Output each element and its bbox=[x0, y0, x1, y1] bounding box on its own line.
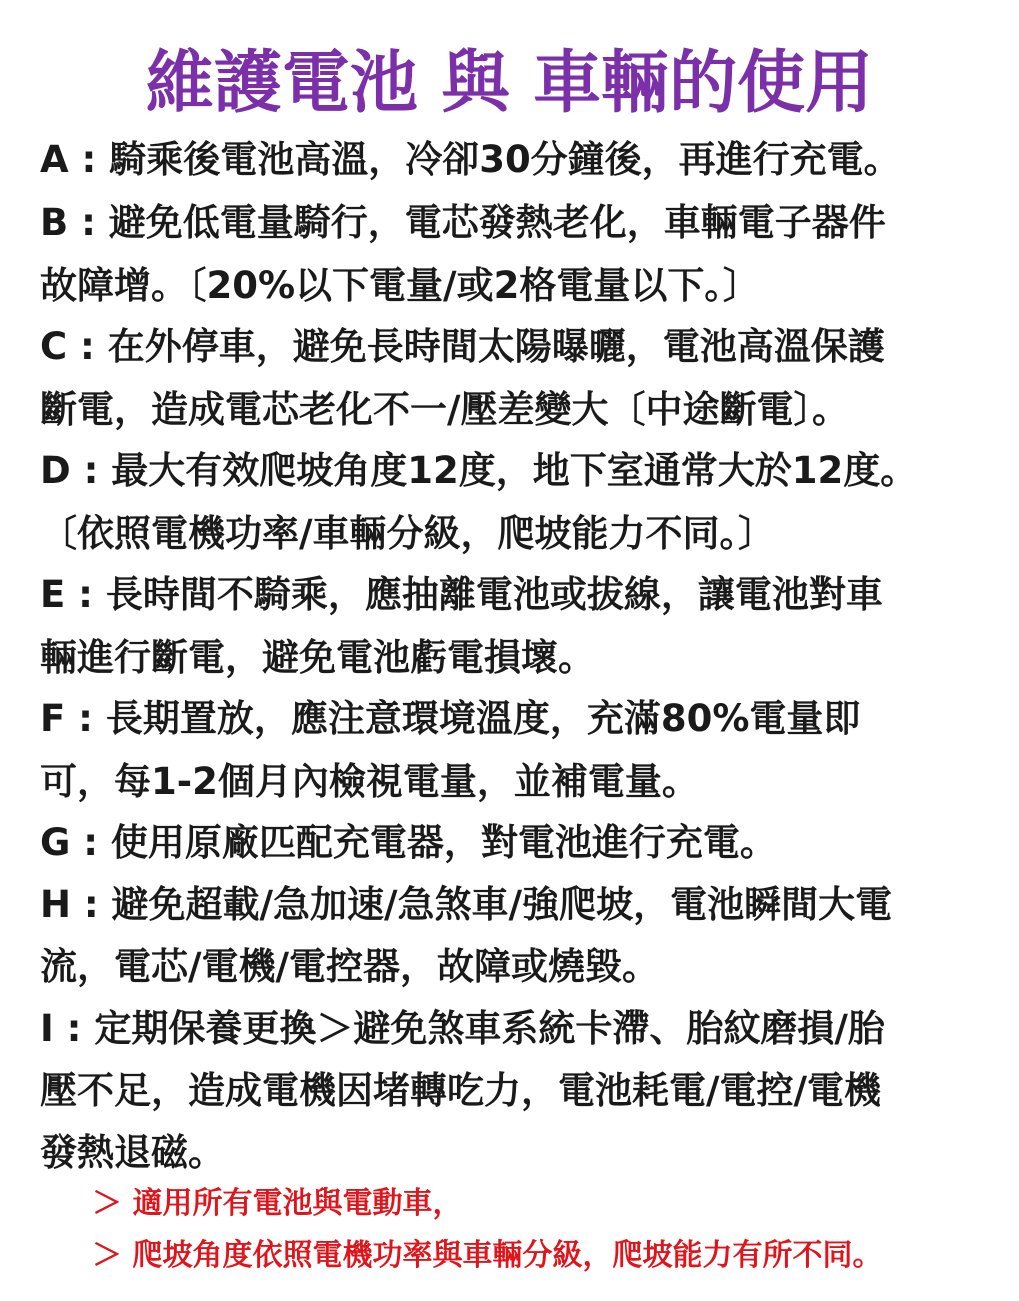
item-f-line-1: F : 長期置放，應注意環境溫度，充滿80%電量即 bbox=[40, 697, 861, 740]
item-h-line-1: H : 避免超載/急加速/急煞車/強爬坡，電池瞬間大電 bbox=[40, 883, 893, 926]
item-g-line-1: G : 使用原廠匹配充電器，對電池進行充電。 bbox=[40, 821, 777, 864]
item-c-line-1: C : 在外停車，避免長時間太陽曝曬，電池高溫保護 bbox=[40, 325, 885, 368]
item-i-line-3: 發熱退磁。 bbox=[40, 1131, 225, 1174]
item-f-line-2: 可，每1-2個月內檢視電量，並補電量。 bbox=[40, 760, 699, 803]
item-e-line-2: 輛進行斷電，避免電池虧電損壞。 bbox=[40, 636, 595, 679]
item-i-line-2: 壓不足，造成電機因堵轉吃力，電池耗電/電控/電機 bbox=[40, 1069, 882, 1112]
item-a-line-1: A : 騎乘後電池高溫，冷卻30分鐘後，再進行充電。 bbox=[40, 138, 901, 181]
item-c-line-2: 斷電，造成電芯老化不一/壓差變大〔中途斷電〕。 bbox=[40, 388, 850, 431]
note-2: ＞ 爬坡角度依照電機功率與車輛分級，爬坡能力有所不同。 bbox=[92, 1238, 883, 1273]
item-b-line-1: B : 避免低電量騎行，電芯發熱老化，車輛電子器件 bbox=[40, 201, 886, 244]
item-b-line-2: 故障增。〔20%以下電量/或2格電量以下。〕 bbox=[40, 264, 760, 307]
item-h-line-2: 流，電芯/電機/電控器，故障或燒毀。 bbox=[40, 945, 660, 988]
item-e-line-1: E : 長時間不騎乘，應抽離電池或拔線，讓電池對車 bbox=[40, 573, 883, 616]
item-d-line-2: 〔依照電機功率/車輛分級，爬坡能力不同。〕 bbox=[40, 512, 776, 555]
page-title: 維護電池 與 車輛的使用 bbox=[145, 44, 874, 123]
item-d-line-1: D : 最大有效爬坡角度12度，地下室通常大於12度。 bbox=[40, 449, 918, 492]
item-i-line-1: I : 定期保養更換＞避免煞車系統卡滯、胎紋磨損/胎 bbox=[40, 1007, 885, 1050]
note-1: ＞ 適用所有電池與電動車， bbox=[92, 1186, 463, 1221]
